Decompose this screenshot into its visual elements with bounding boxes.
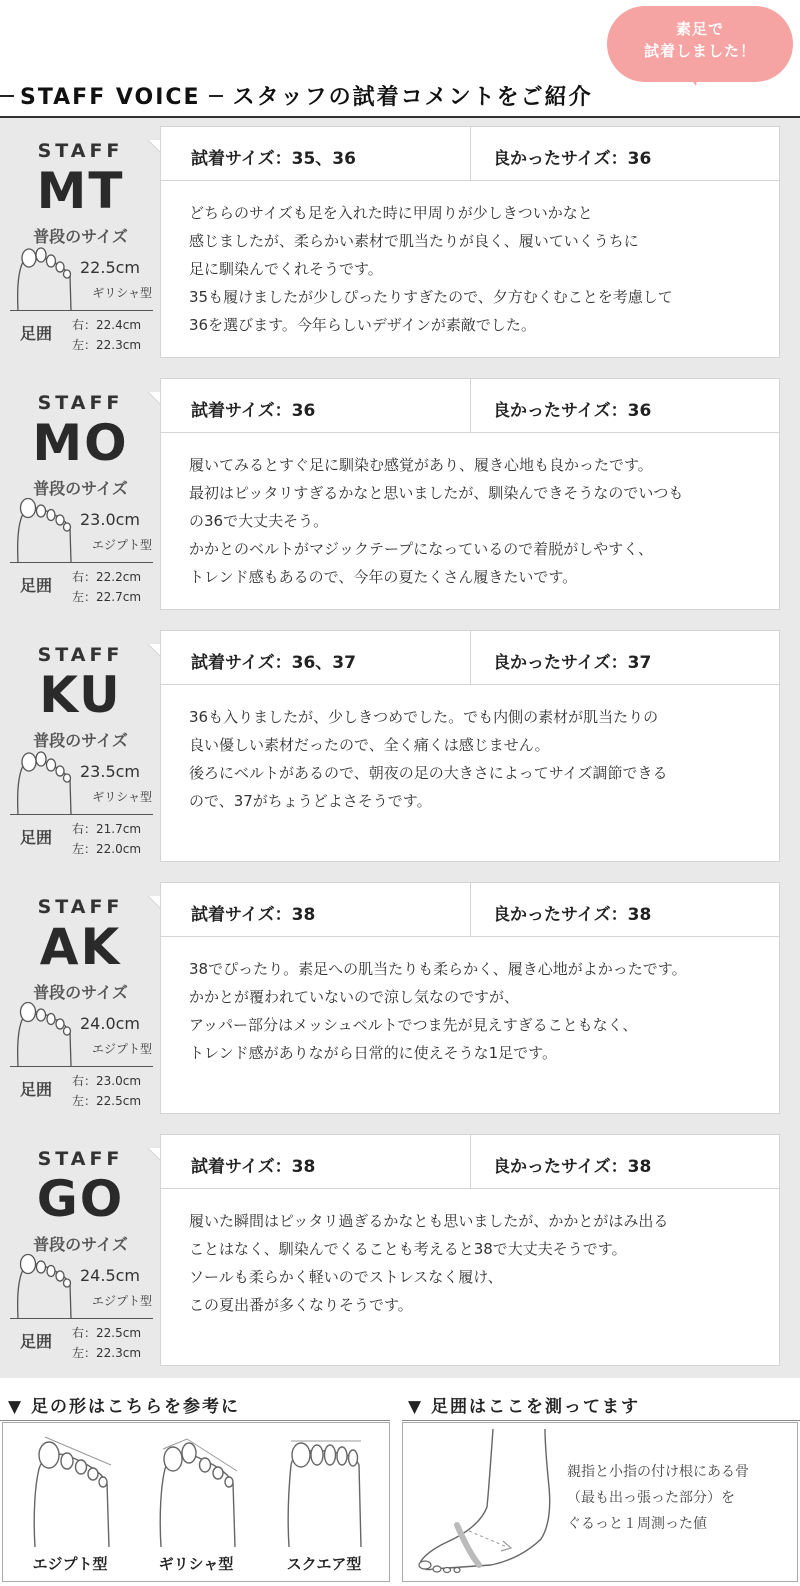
egyptian-foot-icon [14, 1002, 74, 1066]
foot-measurement-icon [411, 1427, 561, 1577]
comment-line: 足に馴染んでくれそうです。 [189, 260, 383, 278]
foot-type-egyptian [15, 1435, 125, 1583]
greek-foot-icon [153, 1435, 239, 1547]
comment-line: トレンド感がありながら日常的に使えそうな1足です。 [189, 1044, 557, 1062]
page-title [0, 80, 593, 110]
girth-line: ぐるっと１周測った値 [567, 1516, 707, 1532]
staff-label: STAFF [37, 392, 124, 414]
staff-list [0, 118, 800, 1378]
usual-size-label: 普段のサイズ [33, 731, 128, 750]
usual-size-value: 24.5cm [80, 1266, 141, 1285]
staff-initials: MT [36, 162, 125, 220]
header-divider [470, 631, 471, 685]
tried-size: 試着サイズ：35、36 [191, 149, 356, 169]
greek-foot-icon [14, 246, 74, 310]
section-divider [0, 1420, 390, 1421]
staff-entry [0, 622, 800, 874]
comment-line: ソールも柔らかく軽いのでストレスなく履け、 [189, 1268, 503, 1286]
foot-type: ギリシャ型 [92, 286, 152, 300]
girth-label: 足囲 [20, 1332, 53, 1351]
girth-right: 右：22.2cm [72, 570, 142, 584]
staff-profile [8, 622, 153, 874]
good-size: 良かったサイズ：38 [493, 905, 652, 925]
comment-line: 感じましたが、柔らかい素材で肌当たりが良く、履いていくうちに [189, 232, 639, 250]
profile-divider [10, 1066, 153, 1067]
girth-line: 親指と小指の付け根にある骨 [567, 1464, 749, 1480]
comment-line: 最初はピッタリすぎるかなと思いましたが、馴染んできそうなのでいつも [189, 484, 684, 502]
girth-measure-reference [402, 1422, 798, 1582]
foot-type-square [269, 1435, 379, 1583]
staff-profile [8, 118, 153, 370]
header [0, 0, 800, 118]
usual-size-value: 24.0cm [80, 1014, 141, 1033]
greek-foot-icon [14, 750, 74, 814]
tried-size: 試着サイズ：36、37 [191, 653, 356, 673]
comment-card [160, 126, 780, 358]
girth-right: 右：23.0cm [72, 1074, 142, 1088]
speech-bubble [607, 6, 793, 82]
title-dash [209, 95, 223, 97]
girth-right: 右：21.7cm [72, 822, 142, 836]
header-divider [470, 127, 471, 181]
staff-profile [8, 874, 153, 1126]
comment-line: ので、37がちょうどよさそうです。 [189, 792, 432, 810]
staff-profile [8, 370, 153, 622]
comment-line: 36を選びます。今年らしいデザインが素敵でした。 [189, 316, 536, 334]
comment-line: 36も入りましたが、少しきつめでした。でも内側の素材が肌当たりの [189, 708, 659, 726]
foot-type: エジプト型 [91, 1294, 152, 1308]
good-size: 良かったサイズ：38 [493, 1157, 652, 1177]
girth-label: 足囲 [20, 828, 53, 847]
card-header [161, 1135, 779, 1189]
profile-divider [10, 562, 153, 563]
foot-type-label: スクエア型 [286, 1555, 362, 1573]
header-divider [470, 883, 471, 937]
comment-line: の36で大丈夫そう。 [189, 512, 329, 530]
good-size: 良かったサイズ：36 [493, 401, 652, 421]
staff-entry [0, 874, 800, 1126]
tried-size: 試着サイズ：36 [191, 401, 316, 421]
girth-label: 足囲 [20, 324, 53, 343]
header-divider [470, 1135, 471, 1189]
comment-card [160, 882, 780, 1114]
usual-size-value: 22.5cm [80, 258, 141, 277]
girth-left: 左：22.7cm [72, 590, 142, 604]
girth-line: （最も出っ張った部分）を [567, 1490, 735, 1506]
usual-size-label: 普段のサイズ [33, 983, 128, 1002]
title-jp: スタッフの試着コメントをご紹介 [232, 85, 593, 110]
usual-size-label: 普段のサイズ [33, 227, 128, 246]
egyptian-foot-icon [14, 1254, 74, 1318]
staff-initials: GO [36, 1170, 125, 1228]
foot-type: ギリシャ型 [92, 790, 152, 804]
card-header [161, 127, 779, 181]
egyptian-foot-icon [14, 498, 74, 562]
foot-type-greek [141, 1435, 251, 1583]
foot-type: エジプト型 [91, 538, 152, 552]
square-foot-icon [281, 1435, 367, 1547]
staff-profile [8, 1126, 153, 1378]
tried-size: 試着サイズ：38 [191, 905, 316, 925]
foot-shape-reference [2, 1422, 390, 1582]
card-header [161, 883, 779, 937]
usual-size-value: 23.5cm [80, 762, 141, 781]
comment-text [189, 955, 769, 1067]
comment-text [189, 451, 769, 591]
egyptian-foot-icon [27, 1435, 113, 1547]
staff-label: STAFF [37, 140, 124, 162]
title-en: STAFF VOICE [20, 85, 201, 110]
comment-line: かかとのベルトがマジックテープになっているので着脱がしやすく、 [189, 540, 653, 558]
comment-line: アッパー部分はメッシュベルトでつま先が見えすぎることもなく、 [189, 1016, 638, 1034]
staff-label: STAFF [37, 896, 124, 918]
foot-shape-title: ▼ 足の形はこちらを参考に [8, 1397, 240, 1417]
girth-label: 足囲 [20, 1080, 53, 1099]
comment-card [160, 630, 780, 862]
usual-size-label: 普段のサイズ [33, 1235, 128, 1254]
comment-line: この夏出番が多くなりそうです。 [189, 1296, 413, 1314]
comment-card [160, 1134, 780, 1366]
bubble-line-2: 試着しました！ [643, 42, 756, 60]
profile-divider [10, 310, 153, 311]
girth-left: 左：22.3cm [72, 1346, 142, 1360]
card-header [161, 631, 779, 685]
header-divider [470, 379, 471, 433]
comment-line: 履いてみるとすぐ足に馴染む感覚があり、履き心地も良かったです。 [189, 456, 653, 474]
bubble-tail [686, 72, 698, 86]
girth-label: 足囲 [20, 576, 53, 595]
comment-line: 後ろにベルトがあるので、朝夜の足の大きさによってサイズ調節できる [189, 764, 668, 782]
comment-line: 38でぴったり。素足への肌当たりも柔らかく、履き心地がよかったです。 [189, 960, 687, 978]
girth-right: 右：22.4cm [72, 318, 142, 332]
staff-label: STAFF [37, 644, 124, 666]
foot-type: エジプト型 [91, 1042, 152, 1056]
comment-text [189, 1207, 769, 1319]
staff-initials: KU [39, 666, 122, 724]
section-divider [402, 1420, 800, 1421]
staff-entry [0, 1126, 800, 1378]
good-size: 良かったサイズ：37 [493, 653, 652, 673]
bubble-line-1: 素足で [675, 20, 724, 38]
staff-entry [0, 118, 800, 370]
comment-line: 履いた瞬間はピッタリ過ぎるかなとも思いましたが、かかとがはみ出る [189, 1212, 669, 1230]
comment-card [160, 378, 780, 610]
girth-info-title: ▼ 足囲はここを測ってます [408, 1397, 640, 1417]
profile-divider [10, 1318, 153, 1319]
usual-size-label: 普段のサイズ [33, 479, 128, 498]
staff-initials: AK [39, 918, 122, 976]
staff-entry [0, 370, 800, 622]
girth-left: 左：22.0cm [72, 842, 142, 856]
comment-line: かかとが覆われていないので涼し気なのですが、 [189, 988, 520, 1006]
comment-line: トレンド感もあるので、今年の夏たくさん履きたいです。 [189, 568, 578, 586]
good-size: 良かったサイズ：36 [493, 149, 652, 169]
tried-size: 試着サイズ：38 [191, 1157, 316, 1177]
girth-description [567, 1459, 797, 1537]
girth-left: 左：22.5cm [72, 1094, 142, 1108]
staff-initials: MO [32, 414, 129, 472]
comment-line: 35も履けましたが少しぴったりすぎたので、夕方むくむことを考慮して [189, 288, 673, 306]
comment-line: ことはなく、馴染んでくることも考えると38で大丈夫そうです。 [189, 1240, 627, 1258]
staff-label: STAFF [37, 1148, 124, 1170]
profile-divider [10, 814, 153, 815]
comment-text [189, 199, 769, 339]
girth-right: 右：22.5cm [72, 1326, 142, 1340]
girth-left: 左：22.3cm [72, 338, 142, 352]
comment-text [189, 703, 769, 815]
foot-type-label: エジプト型 [32, 1555, 108, 1573]
comment-line: どちらのサイズも足を入れた時に甲周りが少しきついかなと [189, 204, 593, 222]
comment-line: 良い優しい素材だったので、全く痛くは感じません。 [189, 736, 550, 754]
foot-type-label: ギリシャ型 [158, 1555, 234, 1573]
card-header [161, 379, 779, 433]
title-dash [0, 95, 14, 97]
usual-size-value: 23.0cm [80, 510, 141, 529]
